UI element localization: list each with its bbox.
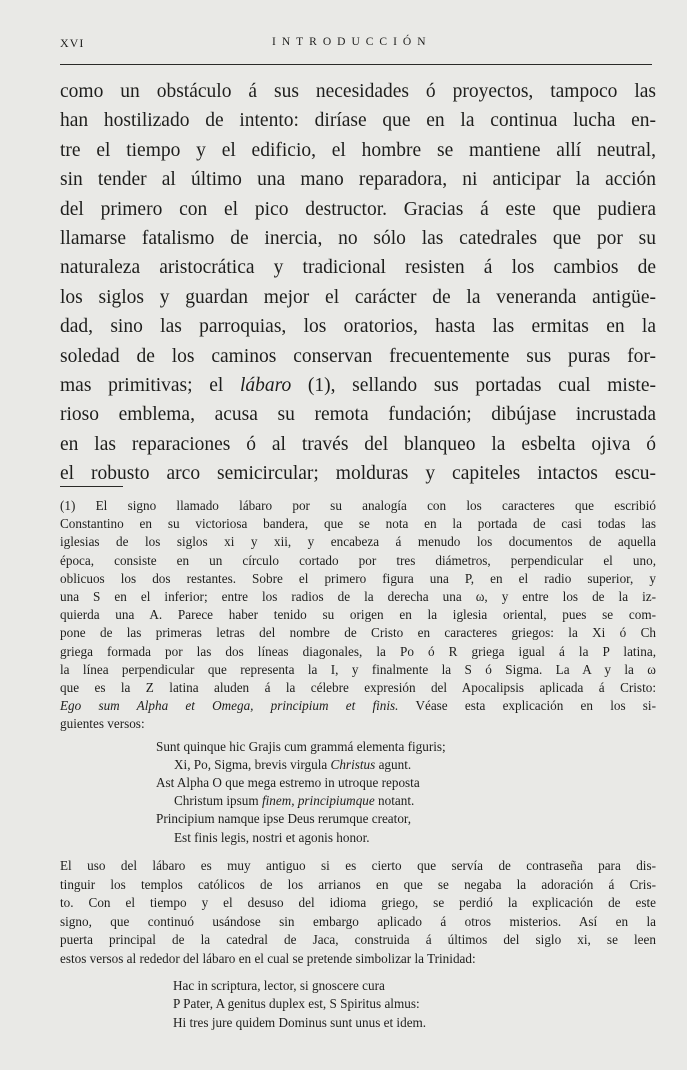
text-line: sin tender al último una mano reparadora, ni anticipar la acción [60, 169, 656, 191]
verse-line: Est finis legis, nostri et agonis honor. [174, 829, 370, 845]
footnote-line: pone de las primeras letras del nombre de Cristo en caracteres griegos: la Xi ó Ch [60, 625, 656, 641]
footnote [60, 497, 656, 855]
text-line: del primero con el pico destructor. Gracias á este que pudiera [60, 198, 656, 220]
footnote-line: estos versos al rededor del lábaro en el cual se pretende simbolizar la Trinidad: [60, 950, 476, 966]
footnote-line [60, 697, 656, 715]
page-number: XVI [60, 36, 85, 50]
footnote-line: guientes versos: [60, 716, 145, 732]
footnote-line: la línea perpendicular que representa la I, y finalmente la S ó Sigma. La A y la ω [60, 661, 656, 677]
verse-line: Hi tres jure quidem Dominus sunt unus et idem. [173, 1014, 427, 1030]
text-segment: (1), sellando sus portadas cual miste- [291, 375, 656, 397]
running-head [60, 36, 652, 56]
text-line: naturaleza aristocrática y tradicional resisten á los cambios de [60, 257, 656, 279]
verse-block-2 [60, 977, 656, 1033]
verse-line: Hac in scriptura, lector, si gnoscere cura [173, 977, 385, 993]
text-line: dad, sino las parroquias, los oratorios, hasta las ermitas en la [60, 316, 656, 338]
footnote-line: El uso del lábaro es muy antiguo si es cierto que servía de contraseña para dis- [60, 858, 656, 873]
text-segment: Véase esta explicación en los si- [398, 698, 656, 714]
verse-italic: finem, principiumque [261, 793, 375, 809]
text-segment: mas primitivas; el [60, 375, 224, 397]
text-line: soledad de los caminos conservan frecuentemente sus puras for- [60, 345, 656, 367]
text-line [60, 371, 656, 400]
text-line: como un obstáculo á sus necesidades ó proyectos, tampoco las [60, 81, 656, 102]
running-title: INTRODUCCIÓN [272, 36, 432, 48]
ego-sum-quote: Ego sum Alpha et Omega, principium et finis. [60, 698, 399, 714]
text-line: rioso emblema, acusa su remota fundación; dibújase incrustada [60, 404, 656, 426]
footnote-rule [60, 486, 123, 487]
verse-line: Sunt quinque hic Grajis cum grammá elementa figuris; [156, 738, 446, 754]
text-segment: notant. [374, 793, 415, 809]
footnote-line: Constantino en su victoriosa bandera, que se nota en la portada de casi todas las [60, 516, 656, 532]
verse-line: P Pater, A genitus duplex est, S Spiritus almus: [173, 996, 420, 1012]
text-line: los siglos y guardan mejor el carácter de la veneranda antigüe- [60, 286, 656, 308]
footnote-line: iglesias de los siglos xi y xii, y encabeza á menudo los documentos de aquella [60, 534, 656, 550]
footnote-line: (1) El signo llamado lábaro por su analogía con los caracteres que escribió [60, 498, 656, 513]
text-segment: agunt. [375, 756, 412, 772]
footnote-line: oblicuos los dos restantes. Sobre el primero figura una P, en el radio superior, y [60, 570, 656, 586]
footnote-line: signo, que continuó usándose sin embargo aplicado á otros misterios. Así en la [60, 913, 656, 929]
footnote-line: quierda una A. Parece haber tenido su origen en la iglesia oriental, pues se com- [60, 607, 656, 623]
footnote-continuation [60, 857, 656, 1040]
text-line: llamarse fatalismo de inercia, no sólo las catedrales que por su [60, 228, 656, 250]
text-line: han hostilizado de intento: diríase que en la continua lucha en- [60, 110, 656, 132]
labaro-italic: lábaro [239, 375, 292, 397]
text-line: en las reparaciones ó al través del blanqueo la esbelta ojiva ó [60, 433, 656, 455]
footnote-line: tinguir los templos católicos de los arrianos en que se negaba la adoración á Cris- [60, 876, 656, 892]
footnote-line: que es la Z latina aluden á la célebre expresión del Apocalipsis aplicada á Cristo: [60, 680, 656, 696]
footnote-line: época, consiste en un círculo cortado por tres diámetros, perpendicular el uno, [60, 552, 656, 568]
text-segment: Xi, Po, Sigma, brevis virgula [174, 756, 328, 772]
main-text [60, 77, 656, 489]
footnote-line: to. Con el tiempo y el desuso del idioma griego, se perdió la explicación de este [60, 895, 656, 911]
text-line: el robusto arco semicircular; molduras y capiteles intactos escu- [60, 463, 656, 485]
verse-line [60, 756, 656, 774]
footnote-line: una S en el inferior; entre los radios de la derecha una ω, y entre los de la iz- [60, 589, 656, 605]
footnote-line: griega formada por las dos líneas diagonales, la Po ó R griega igual á la P latina, [60, 643, 656, 659]
verse-line [60, 792, 656, 810]
verse-block-1 [60, 738, 656, 847]
verse-line: Principium namque ipse Deus rerumque creator, [156, 811, 412, 827]
verse-italic: Christus [330, 756, 376, 772]
text-line: tre el tiempo y el edificio, el hombre se mantiene allí neutral, [60, 139, 656, 161]
footnote-line: puerta principal de la catedral de Jaca, construida á últimos del siglo xi, se leen [60, 932, 656, 948]
header-rule [60, 64, 652, 65]
text-segment: Christum ipsum [174, 793, 259, 809]
verse-line: Ast Alpha O que mega estremo in utroque reposta [156, 775, 420, 791]
